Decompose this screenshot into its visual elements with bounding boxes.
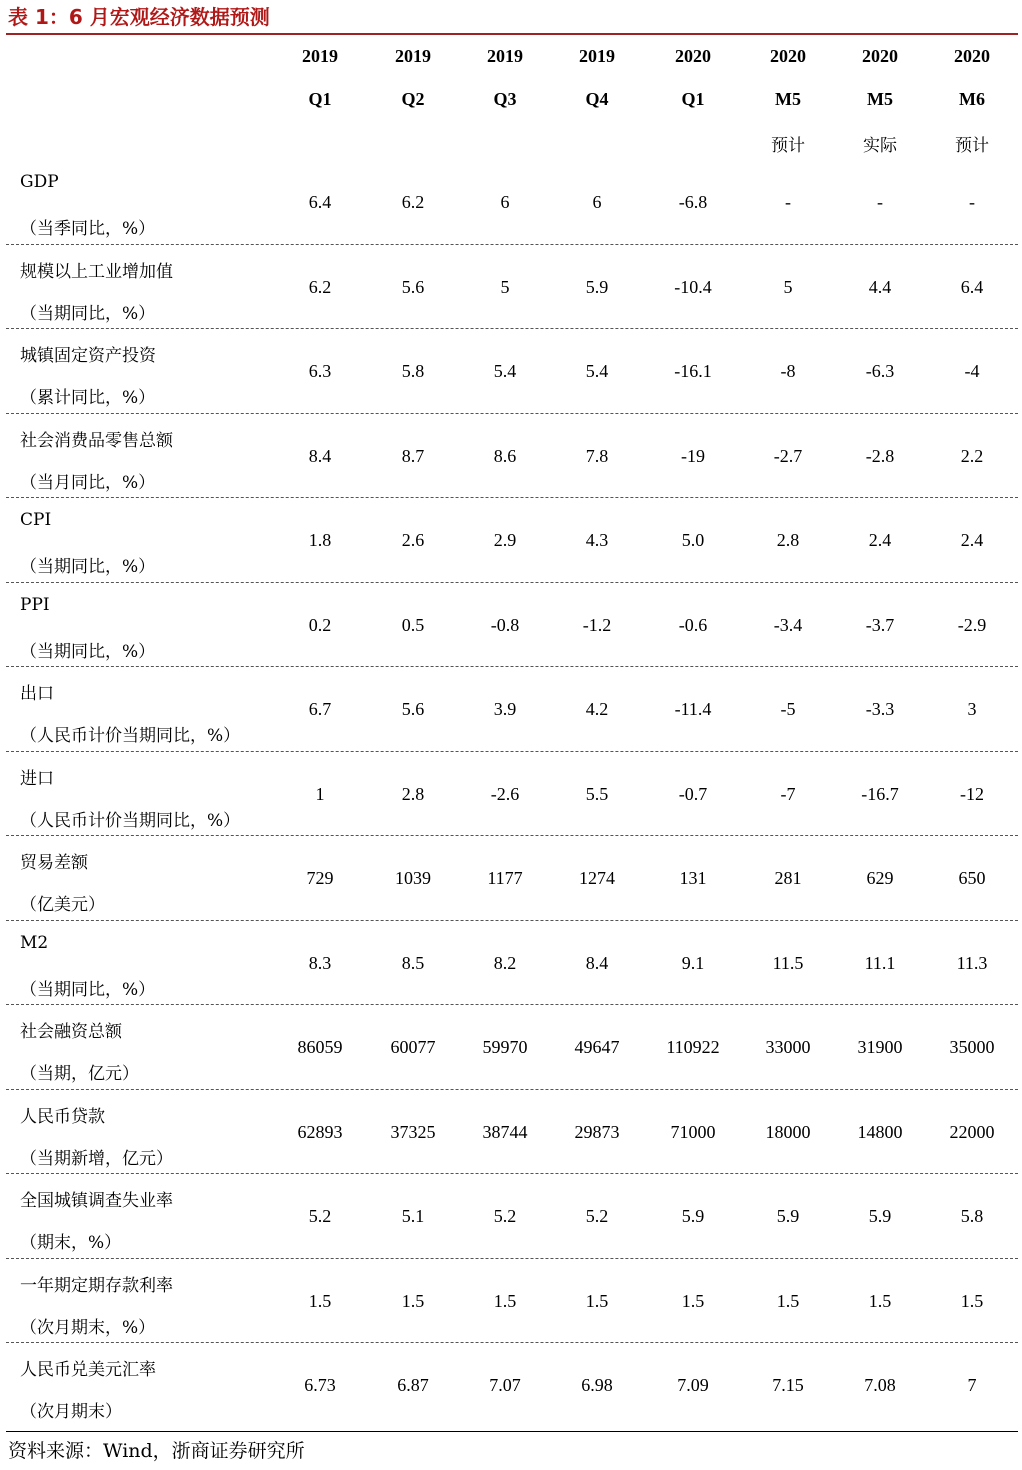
column-year: 2020 [862,46,898,66]
table-cell: 5.8 [401,361,425,381]
table-cell: 8.6 [493,445,517,466]
column-year: 2019 [579,46,615,66]
row-unit: （人民币计价当期同比，%） [20,726,241,746]
table-cell: 11.5 [772,952,804,973]
table-cell: -8 [780,361,796,381]
column-note: 预计 [955,136,989,156]
table-cell: - [969,192,975,212]
table-cell: 5.4 [493,361,517,381]
table-cell: 110922 [666,1037,720,1057]
table-cell: 60077 [390,1037,436,1057]
column-year: 2019 [395,46,431,66]
table-cell: 5.2 [308,1206,332,1226]
table-cell: -6.3 [865,361,895,381]
column-note: 预计 [771,136,805,156]
table-cell: 2.4 [960,530,984,550]
table-cell: -2.6 [490,783,520,804]
column-year: 2019 [302,46,338,66]
table-cell: 1.5 [585,1290,609,1311]
column-year: 2020 [770,46,806,66]
table-cell: 2.9 [493,530,517,550]
table-cell: 2.8 [776,530,800,550]
table-cell: 1039 [395,868,431,888]
row-unit: （当期同比，%） [20,641,156,662]
table-row [6,1343,1018,1428]
column-period: Q1 [681,89,705,109]
table-cell: 2.8 [401,783,425,804]
table-cell: 1.8 [308,530,332,550]
table-row [6,1174,1018,1259]
column-note: 实际 [863,136,897,156]
table-cell: 1.5 [960,1290,984,1311]
row-unit: （次月期末） [20,1402,122,1422]
table-cell: - [785,192,791,212]
row-label: CPI [20,510,52,530]
table-cell: 0.5 [401,614,425,635]
table-cell: 18000 [765,1121,811,1142]
table-cell: 5.9 [868,1206,892,1226]
table-cell: -10.4 [674,276,712,297]
row-unit: （当期同比，%） [20,303,156,324]
table-row [6,1005,1018,1090]
table-cell: -5 [780,699,796,719]
column-period: M5 [775,89,801,109]
table-cell: 4.4 [868,276,892,297]
table-cell: 5.8 [960,1206,984,1226]
table-cell: 3.9 [493,699,517,719]
table-cell: 5 [500,276,510,297]
table-cell: -2.7 [773,445,803,466]
row-label: 一年期定期存款利率 [20,1275,173,1296]
table-cell: 5.9 [776,1206,800,1226]
table-cell: 8.3 [308,952,332,973]
table-title: 表 1：6 月宏观经济数据预测 [8,5,270,29]
table-cell: -11.4 [674,699,712,719]
table-cell: 8.5 [401,952,425,973]
column-period: Q1 [308,89,332,109]
table-cell: 1.5 [308,1290,332,1311]
row-label: 社会消费品零售总额 [20,430,173,451]
table-cell: -0.7 [678,783,708,804]
row-unit: （当月同比，%） [20,472,156,493]
row-unit: （当期同比，%） [20,979,156,1000]
row-label: 城镇固定资产投资 [20,346,156,366]
table-cell: -0.6 [678,614,708,635]
table-row [6,1090,1018,1175]
row-label: 人民币贷款 [20,1106,105,1127]
source-note: 资料来源：Wind，浙商证券研究所 [8,1440,305,1462]
table-cell: 1.5 [493,1290,517,1311]
table-cell: 1.5 [868,1290,892,1311]
table-cell: 6.2 [308,276,332,297]
table-cell: 131 [679,868,707,888]
column-period: Q2 [401,89,425,109]
table-cell: 1274 [579,868,615,888]
table-cell: -6.8 [678,192,708,212]
bottom-rule [6,1431,1018,1432]
table-row [6,921,1018,1006]
table-cell: -3.3 [865,699,895,719]
row-label: M2 [20,932,49,953]
row-unit: （当期，亿元） [20,1064,139,1084]
row-label: 社会融资总额 [20,1022,122,1042]
table-cell: 71000 [670,1121,716,1142]
row-label: 进口 [20,768,54,789]
table-cell: -1.2 [582,614,612,635]
table-cell: 7.08 [864,1375,896,1395]
table-cell: 650 [958,868,986,888]
table-cell: 7.07 [489,1375,521,1395]
table-cell: 4.3 [585,530,609,550]
table-cell: 2.6 [401,530,425,550]
table-cell: 6.3 [308,361,332,381]
table-cell: 37325 [390,1121,436,1142]
table-cell: -7 [780,783,796,804]
table-cell: 6.4 [960,276,984,297]
table-cell: 629 [866,868,894,888]
table-cell: 86059 [297,1037,343,1057]
row-label: 规模以上工业增加值 [20,261,173,282]
table-cell: 7.09 [677,1375,709,1395]
table-cell: 1.5 [776,1290,800,1311]
table-cell: 1.5 [681,1290,705,1311]
row-unit: （当期同比，%） [20,557,156,577]
table-row [6,752,1018,837]
table-cell: 8.4 [308,445,332,466]
table-row [6,583,1018,668]
row-label: 人民币兑美元汇率 [20,1360,156,1380]
table-cell: 7.8 [585,445,609,466]
table-cell: 6.98 [581,1375,613,1395]
row-label: 出口 [20,684,54,704]
table-cell: 5.4 [585,361,609,381]
table-cell: -19 [681,445,705,466]
table-cell: 11.3 [956,952,988,973]
column-period: Q4 [585,89,609,109]
table-row [6,329,1018,414]
row-label: PPI [20,594,50,615]
table-cell: 5.9 [681,1206,705,1226]
column-period: Q3 [493,89,517,109]
table-cell: 6.87 [397,1375,429,1395]
row-unit: （次月期末，%） [20,1317,156,1338]
row-label: GDP [20,172,59,192]
table-cell: 729 [306,868,334,888]
column-period: M6 [959,89,985,109]
table-cell: -16.7 [861,783,899,804]
table-cell: -3.4 [773,614,803,635]
table-cell: 5.2 [585,1206,609,1226]
table-cell: 3 [967,699,977,719]
table-cell: 0.2 [308,614,332,635]
table-cell: 6.73 [304,1375,336,1395]
table-cell: 5.6 [401,699,425,719]
table-cell: 14800 [857,1121,903,1142]
table-row [6,245,1018,330]
column-year: 2020 [675,46,711,66]
column-year: 2020 [954,46,990,66]
table-row [6,1259,1018,1344]
table-cell: 29873 [574,1121,620,1142]
row-unit: （当期新增，亿元） [20,1148,173,1169]
table-cell: 5.9 [585,276,609,297]
table-cell: -16.1 [674,361,712,381]
table-cell: 6 [500,192,510,212]
table-cell: - [877,192,883,212]
table-cell: 1 [315,783,325,804]
table-cell: 5.0 [681,530,705,550]
table-cell: 7 [967,1375,977,1395]
column-period: M5 [867,89,893,109]
table-row [6,836,1018,921]
table-cell: 8.7 [401,445,425,466]
table-cell: 6.7 [308,699,332,719]
table-cell: 7.15 [772,1375,804,1395]
table-cell: 35000 [949,1037,995,1057]
table-cell: -3.7 [865,614,895,635]
row-unit: （人民币计价当期同比，%） [20,810,241,831]
row-unit: （亿美元） [20,895,105,915]
table-cell: 11.1 [864,952,896,973]
table-cell: 59970 [482,1037,528,1057]
table-row [6,160,1018,245]
table-cell: 5.5 [585,783,609,804]
table-cell: 31900 [857,1037,903,1057]
table-cell: 4.2 [585,699,609,719]
table-cell: 22000 [949,1121,995,1142]
table-cell: 6.2 [401,192,425,212]
table-cell: 6.4 [308,192,332,212]
row-unit: （期末，%） [20,1233,122,1253]
column-year: 2019 [487,46,523,66]
row-label: 贸易差额 [20,853,88,873]
table-cell: 38744 [482,1121,528,1142]
table-cell: 62893 [297,1121,343,1142]
table-cell: -12 [960,783,984,804]
table-cell: 8.2 [493,952,517,973]
table-cell: -2.9 [957,614,987,635]
table-cell: 5.2 [493,1206,517,1226]
table-cell: 6 [592,192,602,212]
table-cell: 9.1 [681,952,705,973]
table-cell: 2.4 [868,530,892,550]
table-row [6,498,1018,583]
table-cell: -2.8 [865,445,895,466]
table-cell: -0.8 [490,614,520,635]
table-header [6,36,1018,160]
table-cell: -4 [964,361,980,381]
table-row [6,667,1018,752]
table-cell: 5.6 [401,276,425,297]
table-cell: 281 [774,868,802,888]
top-rule [6,33,1018,35]
table-cell: 49647 [574,1037,620,1057]
row-unit: （累计同比，%） [20,388,156,408]
table-body [6,160,1018,1428]
table-row [6,414,1018,499]
table-cell: 1.5 [401,1290,425,1311]
table-cell: 5.1 [401,1206,425,1226]
row-unit: （当季同比，%） [20,219,156,239]
table-cell: 5 [783,276,793,297]
row-label: 全国城镇调查失业率 [20,1191,173,1211]
table-cell: 2.2 [960,445,984,466]
table-cell: 1177 [487,868,523,888]
table-cell: 8.4 [585,952,609,973]
table-cell: 33000 [765,1037,811,1057]
